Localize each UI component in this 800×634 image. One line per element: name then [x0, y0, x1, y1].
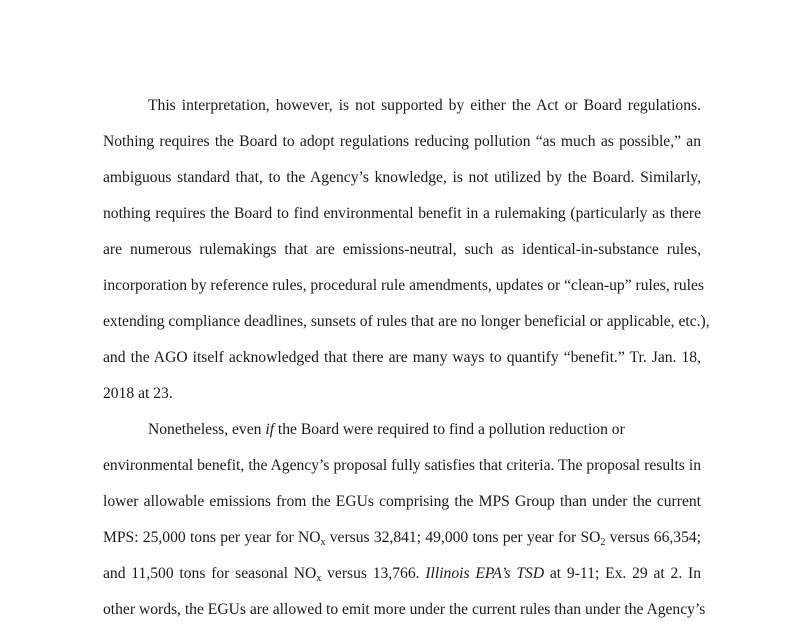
italic-text: if — [265, 421, 275, 438]
text-segment: other words, the EGUs are allowed to emit more under the current rules than under the Agency’s — [103, 601, 706, 618]
text-line — [103, 166, 701, 202]
text-line — [103, 274, 704, 310]
text-segment: This interpretation, however, is not supported by either the Act or Board regulations. — [148, 97, 701, 114]
text-line — [103, 94, 701, 130]
text-line — [103, 202, 701, 238]
text-segment: MPS: 25,000 tons per year for NO — [103, 529, 321, 546]
text-segment: incorporation by reference rules, procedural rule amendments, updates or “clean-up” rules, rules — [103, 277, 704, 294]
subscript-text: x — [316, 573, 322, 584]
text-segment: environmental benefit, the Agency’s proposal fully satisfies that criteria. The proposal results in — [103, 457, 701, 474]
document-page — [103, 94, 710, 634]
text-segment: versus 32,841; 49,000 tons per year for SO — [325, 529, 601, 546]
text-segment: nothing requires the Board to find environmental benefit in a rulemaking (particularly as there — [103, 205, 701, 222]
text-line — [103, 490, 701, 526]
text-segment: Nothing requires the Board to adopt regulations reducing pollution “as much as possible,” an — [103, 133, 701, 150]
text-segment: extending compliance deadlines, sunsets of rules that are no longer beneficial or applicable, etc.), — [103, 313, 710, 330]
text-line — [103, 454, 701, 490]
text-segment: lower allowable emissions from the EGUs comprising the MPS Group than under the current — [103, 493, 701, 510]
text-line — [103, 238, 701, 274]
italic-text: Illinois EPA’s TSD — [425, 565, 545, 582]
subscript-text: x — [320, 537, 326, 548]
text-line — [103, 418, 701, 454]
text-segment: 2018 at 23. — [103, 385, 173, 402]
text-segment: and the AGO itself acknowledged that there are many ways to quantify “benefit.” Tr. Jan. 18, — [103, 349, 701, 366]
text-segment: versus 13,766. — [321, 565, 426, 582]
text-segment: at 9-11; Ex. 29 at 2. In — [544, 565, 701, 582]
subscript-text: 2 — [600, 537, 606, 548]
text-line — [103, 562, 701, 598]
text-line — [103, 346, 701, 382]
text-line — [103, 598, 706, 634]
text-line — [103, 526, 701, 562]
text-segment: the Board were required to find a pollution reduction or — [274, 421, 625, 438]
text-line — [103, 130, 701, 166]
text-segment: are numerous rulemakings that are emissions-neutral, such as identical-in-substance rules, — [103, 241, 701, 258]
text-segment: Nonetheless, even — [148, 421, 266, 438]
text-segment: and 11,500 tons for seasonal NO — [103, 565, 317, 582]
text-line — [103, 310, 710, 346]
text-line — [103, 382, 701, 418]
text-segment: versus 66,354; — [605, 529, 701, 546]
text-segment: ambiguous standard that, to the Agency’s knowledge, is not utilized by the Board. Similarly, — [103, 169, 701, 186]
